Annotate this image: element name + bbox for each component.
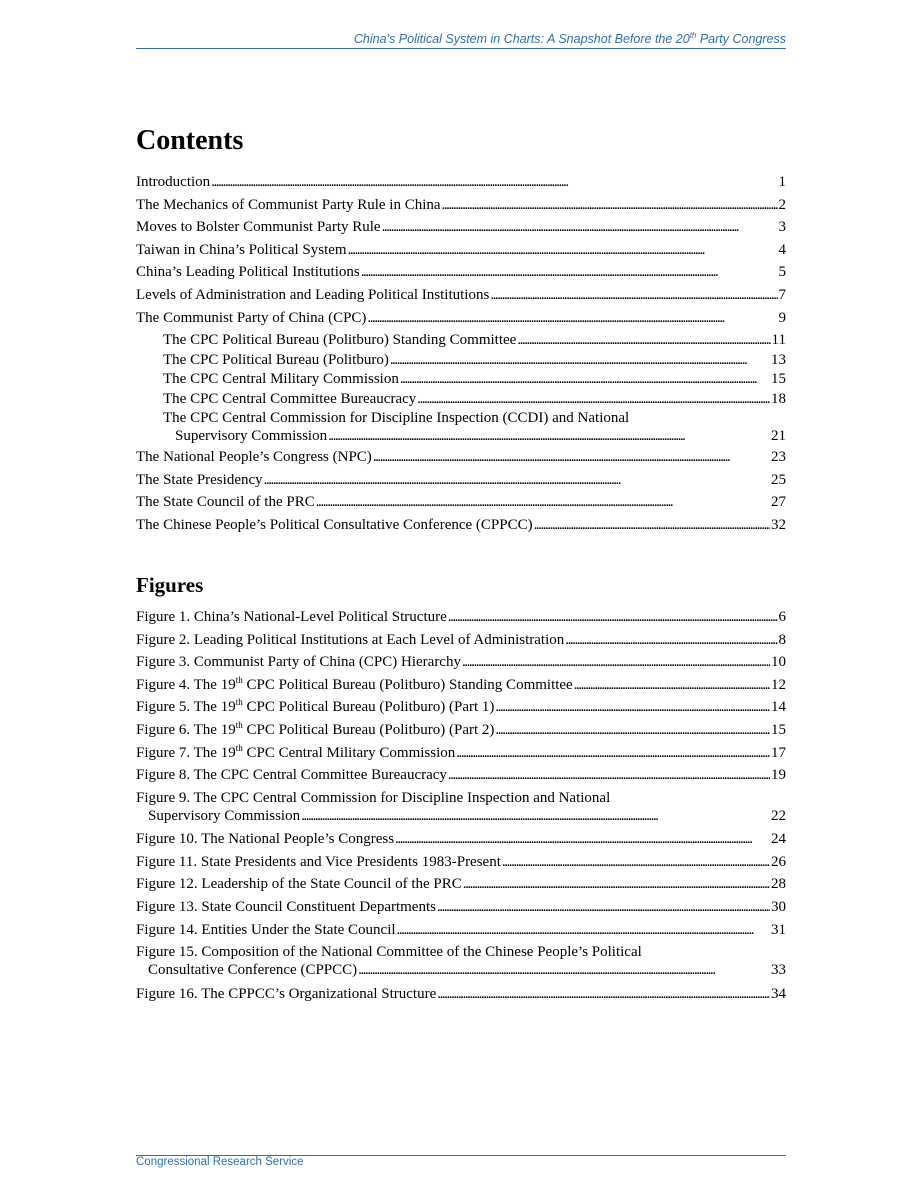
figure-entry[interactable]: Figure 16. The CPPCC’s Organizational Structure . . . 34	[136, 985, 786, 1008]
contents-heading: Contents	[136, 125, 244, 156]
figure-entry[interactable]: Figure 5. The 19th CPC Political Bureau (Politburo) (Part 1) . . . 14	[136, 698, 786, 721]
figure-entry[interactable]: Figure 7. The 19th CPC Central Military Commission . . . 17	[136, 744, 786, 767]
toc-subentry[interactable]: The CPC Political Bureau (Politburo) . . . 13	[136, 351, 786, 371]
figure-entry[interactable]: Figure 8. The CPC Central Committee Bureaucracy . . . 19	[136, 766, 786, 789]
figure-entry[interactable]: Figure 2. Leading Political Institutions at Each Level of Administration . . . 8	[136, 631, 786, 654]
figure-entry[interactable]: Figure 6. The 19th CPC Political Bureau (Politburo) (Part 2) . . . 15	[136, 721, 786, 744]
toc-entry[interactable]: China’s Leading Political Institutions . . . 5	[136, 263, 786, 286]
figure-entry[interactable]: Figure 14. Entities Under the State Council . . . 31	[136, 921, 786, 944]
figure-entry[interactable]: Figure 15. Composition of the National Committee of the Chinese People’s Political Consultative Conference (CPPCC) . . . 33	[136, 943, 786, 985]
figure-entry[interactable]: Figure 10. The National People’s Congress . . . 24	[136, 830, 786, 853]
toc-entry[interactable]: Introduction . . . 1	[136, 173, 786, 196]
running-header-sup: th	[689, 30, 697, 40]
running-header-text: China’s Political System in Charts: A Snapshot Before the 20	[353, 32, 690, 46]
figure-entry[interactable]: Figure 13. State Council Constituent Departments . . . 30	[136, 898, 786, 921]
toc-entry[interactable]: Taiwan in China’s Political System . . . 4	[136, 241, 786, 264]
toc-entry[interactable]: The Mechanics of Communist Party Rule in China . . . 2	[136, 196, 786, 219]
toc-entry[interactable]: The State Council of the PRC . . . 27	[136, 493, 786, 516]
toc-entry[interactable]: The Chinese People’s Political Consultative Conference (CPPCC) . . . 32	[136, 516, 786, 539]
toc-entry[interactable]: The National People’s Congress (NPC) . . . 23	[136, 448, 786, 471]
figures-heading: Figures	[136, 573, 204, 597]
toc-entry[interactable]: Moves to Bolster Communist Party Rule . . . 3	[136, 218, 786, 241]
contents-list	[136, 173, 786, 539]
running-header	[136, 32, 786, 49]
toc-subentry[interactable]: The CPC Central Military Commission . . . 15	[136, 370, 786, 390]
figures-list	[136, 608, 786, 1007]
toc-subentry[interactable]: The CPC Central Committee Bureaucracy . . . 18	[136, 390, 786, 410]
figure-entry[interactable]: Figure 4. The 19th CPC Political Bureau (Politburo) Standing Committee . . . 12	[136, 676, 786, 699]
figure-entry[interactable]: Figure 12. Leadership of the State Council of the PRC . . . 28	[136, 875, 786, 898]
toc-subentry[interactable]: The CPC Central Commission for Discipline Inspection (CCDI) and National Supervisory Commission . . . 21	[136, 409, 786, 448]
figure-entry[interactable]: Figure 3. Communist Party of China (CPC) Hierarchy . . . 10	[136, 653, 786, 676]
toc-entry[interactable]: The Communist Party of China (CPC) . . . 9	[136, 309, 786, 332]
toc-entry[interactable]: Levels of Administration and Leading Political Institutions . . . 7	[136, 286, 786, 309]
running-header-suffix: Party Congress	[696, 32, 786, 46]
figure-entry[interactable]: Figure 9. The CPC Central Commission for Discipline Inspection and National Supervisory Commission . . . 22	[136, 789, 786, 831]
footer-text: Congressional Research Service	[136, 1156, 304, 1168]
toc-entry[interactable]: The State Presidency . . . 25	[136, 471, 786, 494]
toc-subentry[interactable]: The CPC Political Bureau (Politburo) Standing Committee . . . 11	[136, 331, 786, 351]
figure-entry[interactable]: Figure 11. State Presidents and Vice Presidents 1983-Present . . . 26	[136, 853, 786, 876]
figure-entry[interactable]: Figure 1. China’s National-Level Political Structure . . . 6	[136, 608, 786, 631]
